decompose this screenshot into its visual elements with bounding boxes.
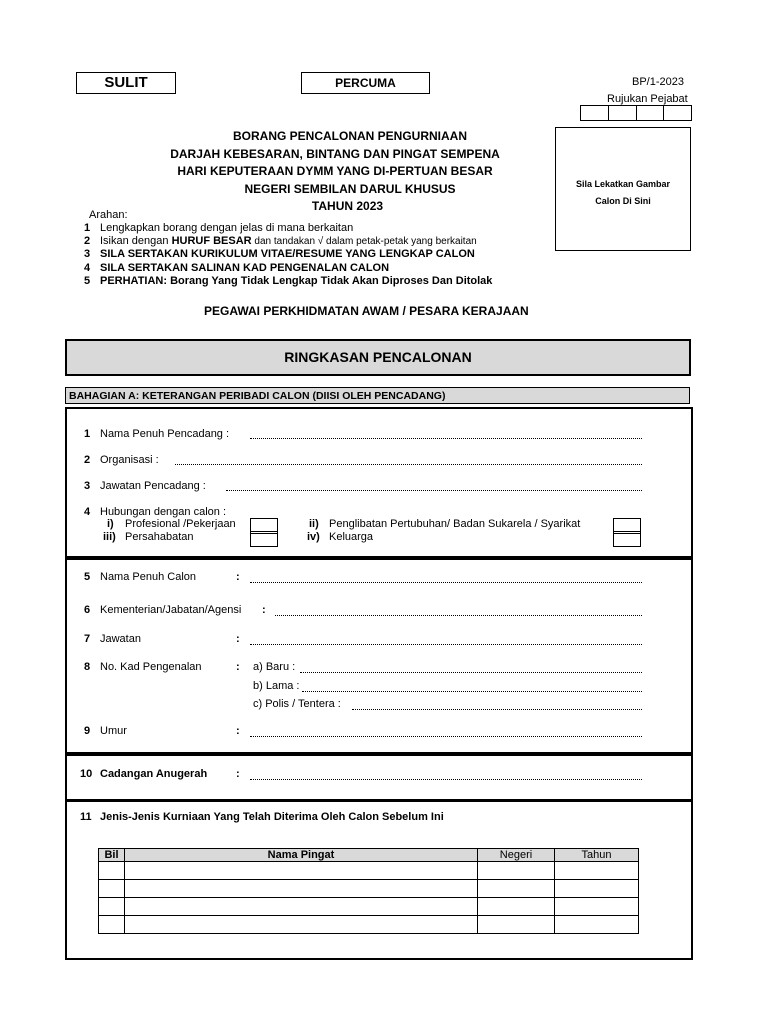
title-line-2: DARJAH KEBESARAN, BINTANG DAN PINGAT SEMPENA xyxy=(170,146,500,161)
candidate-section xyxy=(65,556,693,754)
previous-awards-table xyxy=(98,848,639,934)
field-5-label: 5 Nama Penuh Calon xyxy=(84,571,197,583)
arahan-item: 2 Isikan dengan HURUF BESAR dan tandakan √ dalam petak-petak yang berkaitan xyxy=(84,235,477,248)
field-7-label: 7 Jawatan xyxy=(84,633,141,645)
cadangan-anugerah-input[interactable] xyxy=(250,779,642,780)
field-3-label: 3 Jawatan Pencadang : xyxy=(84,480,206,492)
arahan-item: 5 PERHATIAN: Borang Yang Tidak Lengkap Tidak Akan Diproses Dan Ditolak xyxy=(84,274,493,287)
photo-box-line-2: Calon Di Sini xyxy=(595,196,651,206)
ic-baru-label: a) Baru : xyxy=(253,661,296,673)
rujukan-pejabat-label: Rujukan Pejabat xyxy=(607,93,688,105)
title-line-1: BORANG PENCALONAN PENGURNIAAN xyxy=(232,129,467,143)
percuma-label: PERCUMA xyxy=(301,72,430,94)
col-negeri: Negeri xyxy=(478,849,555,862)
relation-3-label: iii) Persahabatan xyxy=(103,531,194,543)
kementerian-input[interactable] xyxy=(275,615,642,616)
field-2-label: 2 Organisasi : xyxy=(84,454,159,466)
arahan-item: 3 SILA SERTAKAN KURIKULUM VITAE/RESUME YANG LENGKAP CALON xyxy=(84,248,475,261)
title-line-3: HARI KEPUTERAAN DYMM YANG DI-PERTUAN BESAR xyxy=(177,164,493,178)
organisasi-input[interactable] xyxy=(175,464,642,465)
arahan-item: 1 Lengkapkan borang dengan jelas di mana berkaitan xyxy=(84,222,354,234)
table-row[interactable] xyxy=(99,880,639,898)
table-row[interactable] xyxy=(99,862,639,880)
section-a-header: BAHAGIAN A: KETERANGAN PERIBADI CALON (DIISI OLEH PENCADANG) xyxy=(65,387,690,404)
field-5-colon: : xyxy=(236,571,240,583)
nama-pencadang-input[interactable] xyxy=(250,438,642,439)
arahan-heading: Arahan: xyxy=(89,209,128,221)
table-row[interactable] xyxy=(99,898,639,916)
ic-lama-input[interactable] xyxy=(302,691,642,692)
relation-2-label: ii) Penglibatan Pertubuhan/ Badan Sukarela / Syarikat xyxy=(309,518,581,530)
field-6-label: 6 Kementerian/Jabatan/Agensi xyxy=(84,604,242,616)
relation-4-checkbox[interactable] xyxy=(613,531,641,547)
form-title xyxy=(130,128,580,216)
arahan-list xyxy=(84,222,492,288)
ic-polis-label: c) Polis / Tentera : xyxy=(253,698,341,710)
relation-4-label: iv) Keluarga xyxy=(307,531,374,543)
table-header-row xyxy=(99,849,639,862)
field-9-label: 9 Umur xyxy=(84,725,127,737)
table-row[interactable] xyxy=(99,916,639,934)
field-11-label: 11 Jenis-Jenis Kurniaan Yang Telah Diterima Oleh Calon Sebelum Ini xyxy=(80,811,444,823)
nama-calon-input[interactable] xyxy=(250,582,642,583)
col-tahun: Tahun xyxy=(555,849,639,862)
umur-input[interactable] xyxy=(250,736,642,737)
col-bil: Bil xyxy=(99,849,125,862)
sulit-label: SULIT xyxy=(76,72,176,94)
field-10-colon: : xyxy=(236,768,240,780)
relation-1-label: i) Profesional /Pekerjaan xyxy=(107,518,236,530)
field-9-colon: : xyxy=(236,725,240,737)
ic-polis-input[interactable] xyxy=(352,709,642,710)
field-4-label: 4 Hubungan dengan calon : xyxy=(84,506,226,518)
arahan-item: 4 SILA SERTAKAN SALINAN KAD PENGENALAN CALON xyxy=(84,261,390,274)
jawatan-pencadang-input[interactable] xyxy=(226,490,642,491)
jawatan-calon-input[interactable] xyxy=(250,644,642,645)
relation-3-checkbox[interactable] xyxy=(250,531,278,547)
title-line-5: TAHUN 2023 xyxy=(311,199,384,213)
field-8-label: 8 No. Kad Pengenalan xyxy=(84,661,202,673)
field-10-label: 10 Cadangan Anugerah xyxy=(80,768,208,780)
field-1-label: 1 Nama Penuh Pencadang : xyxy=(84,428,230,440)
ic-baru-input[interactable] xyxy=(300,672,642,673)
title-line-4: NEGERI SEMBILAN DARUL KHUSUS xyxy=(244,181,456,196)
field-6-colon: : xyxy=(262,604,266,616)
rujukan-pejabat-boxes[interactable] xyxy=(580,105,692,121)
form-code: BP/1-2023 xyxy=(632,76,684,88)
col-nama-pingat: Nama Pingat xyxy=(125,849,478,862)
ic-lama-label: b) Lama : xyxy=(253,680,300,692)
field-8-colon: : xyxy=(236,661,240,673)
photo-box-line-1: Sila Lekatkan Gambar xyxy=(575,179,671,189)
summary-title: RINGKASAN PENCALONAN xyxy=(65,339,691,376)
field-7-colon: : xyxy=(236,633,240,645)
category-heading: PEGAWAI PERKHIDMATAN AWAM / PESARA KERAJAAN xyxy=(204,304,529,318)
photo-box[interactable] xyxy=(555,127,691,251)
